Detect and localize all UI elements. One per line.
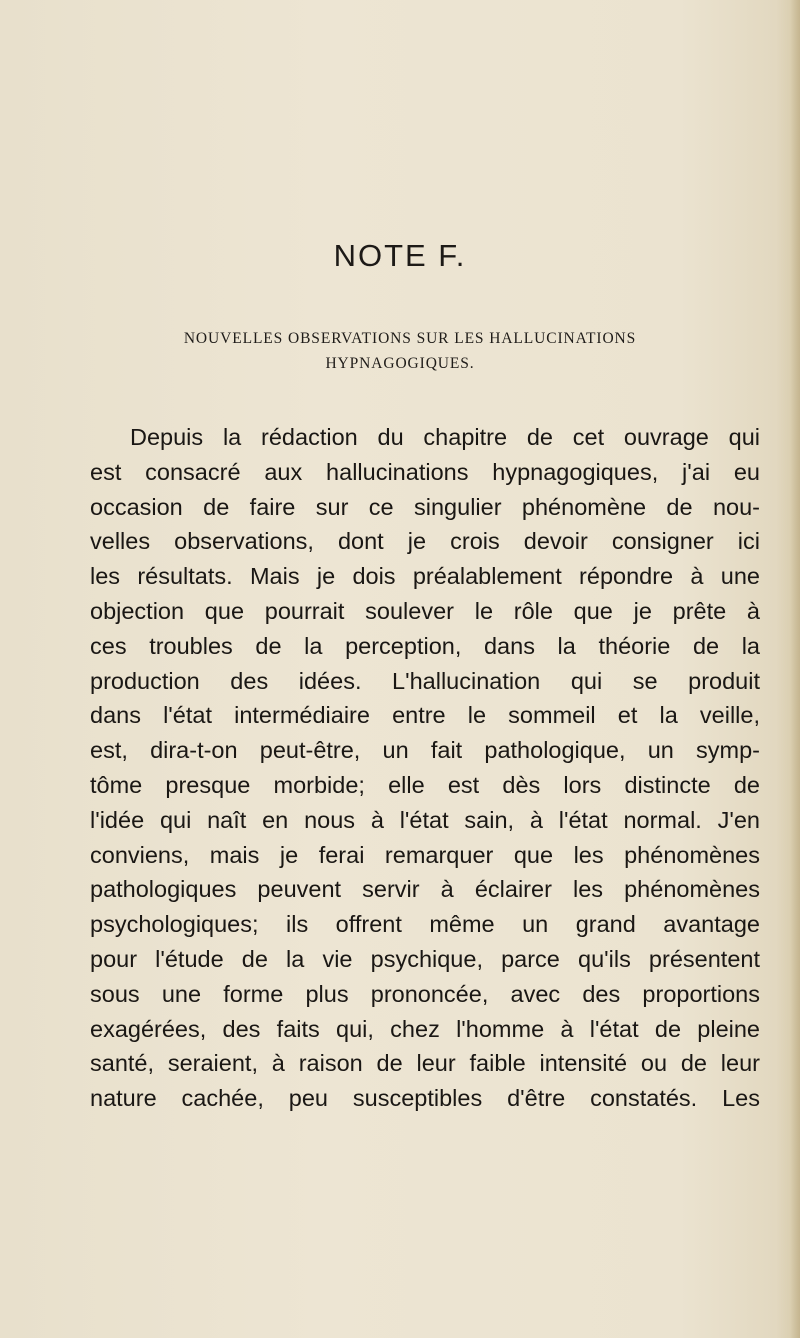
text-line: objection que pourrait soulever le rôle que je prête à [90, 597, 760, 624]
text-line: pour l'étude de la vie psychique, parce qu'ils présentent [90, 945, 760, 972]
text-line: nature cachée, peu susceptibles d'être constatés. Les [90, 1085, 760, 1112]
text-line: dans l'état intermédiaire entre le sommeil et la veille, [90, 702, 760, 729]
text-line: sous une forme plus prononcée, avec des proportions [90, 980, 760, 1007]
text-line: occasion de faire sur ce singulier phénomène de nou- [90, 493, 760, 520]
text-line: production des idées. L'hallucination qui se produit [90, 667, 760, 694]
text-line: conviens, mais je ferai remarquer que les phénomènes [90, 841, 760, 868]
text-line: est, dira-t-on peut-être, un fait pathologique, un symp- [90, 737, 760, 764]
text-line: pathologiques peuvent servir à éclairer les phénomènes [90, 876, 760, 903]
page-edge-shadow [790, 0, 800, 1338]
text-line: santé, seraient, à raison de leur faible intensité ou de leur [90, 1050, 760, 1077]
text-line: les résultats. Mais je dois préalablement répondre à une [90, 563, 760, 590]
text-line: psychologiques; ils offrent même un grand avantage [90, 911, 760, 938]
subtitle-line-2: HYPNAGOGIQUES. [325, 355, 475, 372]
body-paragraph [90, 420, 760, 1116]
text-line: exagérées, des faits qui, chez l'homme à l'état de pleine [90, 1015, 760, 1042]
text-line: Depuis la rédaction du chapitre de cet ouvrage qui [130, 424, 760, 450]
text-line: est consacré aux hallucinations hypnagogiques, j'ai eu [90, 458, 760, 485]
text-line: l'idée qui naît en nous à l'état sain, à l'état normal. J'en [90, 806, 760, 833]
subtitle-line-1: NOUVELLES OBSERVATIONS SUR LES HALLUCINATIONS [183, 330, 637, 347]
text-line: velles observations, dont je crois devoir consigner ici [90, 528, 760, 555]
text-line: tôme presque morbide; elle est dès lors distincte de [90, 771, 760, 798]
note-title: NOTE F. [333, 238, 467, 273]
text-line: ces troubles de la perception, dans la théorie de la [90, 632, 760, 659]
